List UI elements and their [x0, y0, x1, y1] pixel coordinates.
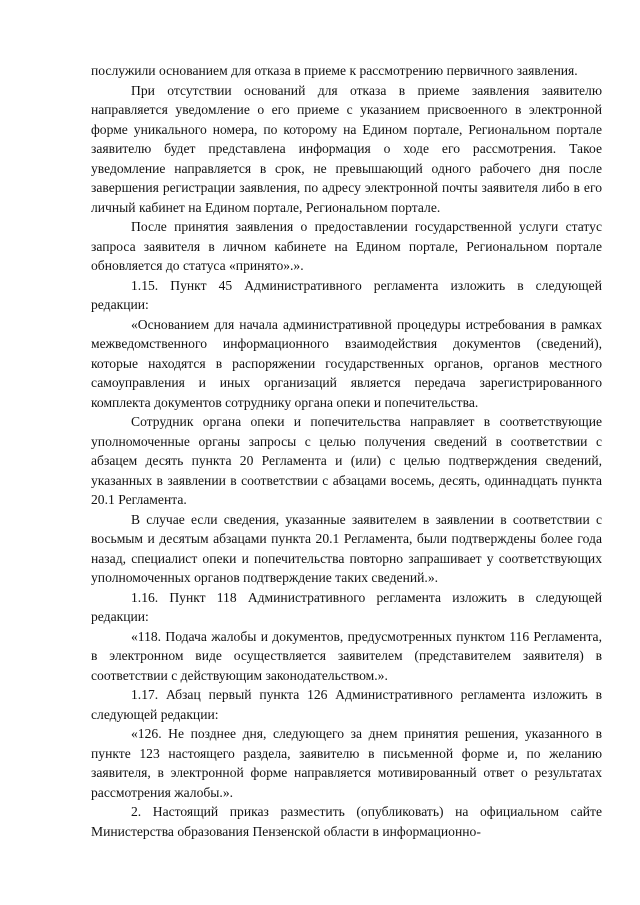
- document-page: [91, 61, 602, 841]
- paragraph-continuation: послужили основанием для отказа в приеме к рассмотрению первичного заявления.: [91, 63, 578, 78]
- paragraph-publication: 2. Настоящий приказ разместить (опубликовать) на официальном сайте Министерства образования Пензенской области в информационно-: [91, 804, 602, 839]
- paragraph-complaint-response: «126. Не позднее дня, следующего за днем принятия решения, указанного в пункте 123 настоящего раздела, заявителю в письменной форме и, по желанию заявителя, в электронной форме направляется мотивированный ответ о результатах рассмотрения жалобы.».: [91, 726, 602, 800]
- paragraph-procedure-basis: «Основанием для начала административной процедуры истребования в рамках межведомственного информационного взаимодействия документов (сведений), которые находятся в распоряжении государственных органов, органов местного самоуправления и иных организаций является передача зарегистрированного комплекта документов сотруднику органа опеки и попечительства.: [91, 316, 602, 410]
- paragraph-item-1-17: 1.17. Абзац первый пункта 126 Административного регламента изложить в следующей редакции:: [91, 687, 602, 722]
- paragraph-repeat-request: В случае если сведения, указанные заявителем в заявлении в соответствии с восьмым и десятым абзацами пункта 20.1 Регламента, были подтверждены более года назад, специалист опеки и попечительства повторно запрашивает у соответствующих уполномоченных органов подтверждение таких сведений.».: [91, 511, 602, 585]
- paragraph-employee-requests: Сотрудник органа опеки и попечительства направляет в соответствующие уполномоченные органы запросы с целью получения сведений в соответствии с абзацем десять пункта 20 Регламента и (или) с целью подтверждения сведений, указанных в заявлении в соответствии с абзацами восемь, десять, одиннадцать пункта 20.1 Регламента.: [91, 414, 602, 507]
- paragraph-item-1-16: 1.16. Пункт 118 Административного регламента изложить в следующей редакции:: [91, 589, 602, 624]
- paragraph-status-update: После принятия заявления о предоставлении государственной услуги статус запроса заявителя в личном кабинете на Едином портале, Региональном портале обновляется до статуса «принято».».: [91, 219, 602, 273]
- paragraph-complaint-submission: «118. Подача жалобы и документов, предусмотренных пунктом 116 Регламента, в электронном виде осуществляется заявителем (представителем заявителя) в соответствии с действующим законодательством.».: [91, 628, 602, 683]
- paragraph-item-1-15: 1.15. Пункт 45 Административного регламента изложить в следующей редакции:: [91, 277, 602, 312]
- paragraph-notification: При отсутствии оснований для отказа в приеме заявления заявителю направляется уведомление о его приеме с указанием присвоенного в электронной форме уникального номера, по которому на Едином портале, Региональном портале заявителю будет представлена информация о ходе его рассмотрения. Такое уведомление направляется в срок, не превышающий одного рабочего дня после завершения регистрации заявления, по адресу электронной почты заявителя либо в его личный кабинет на Едином портале, Региональном портале.: [91, 82, 602, 215]
